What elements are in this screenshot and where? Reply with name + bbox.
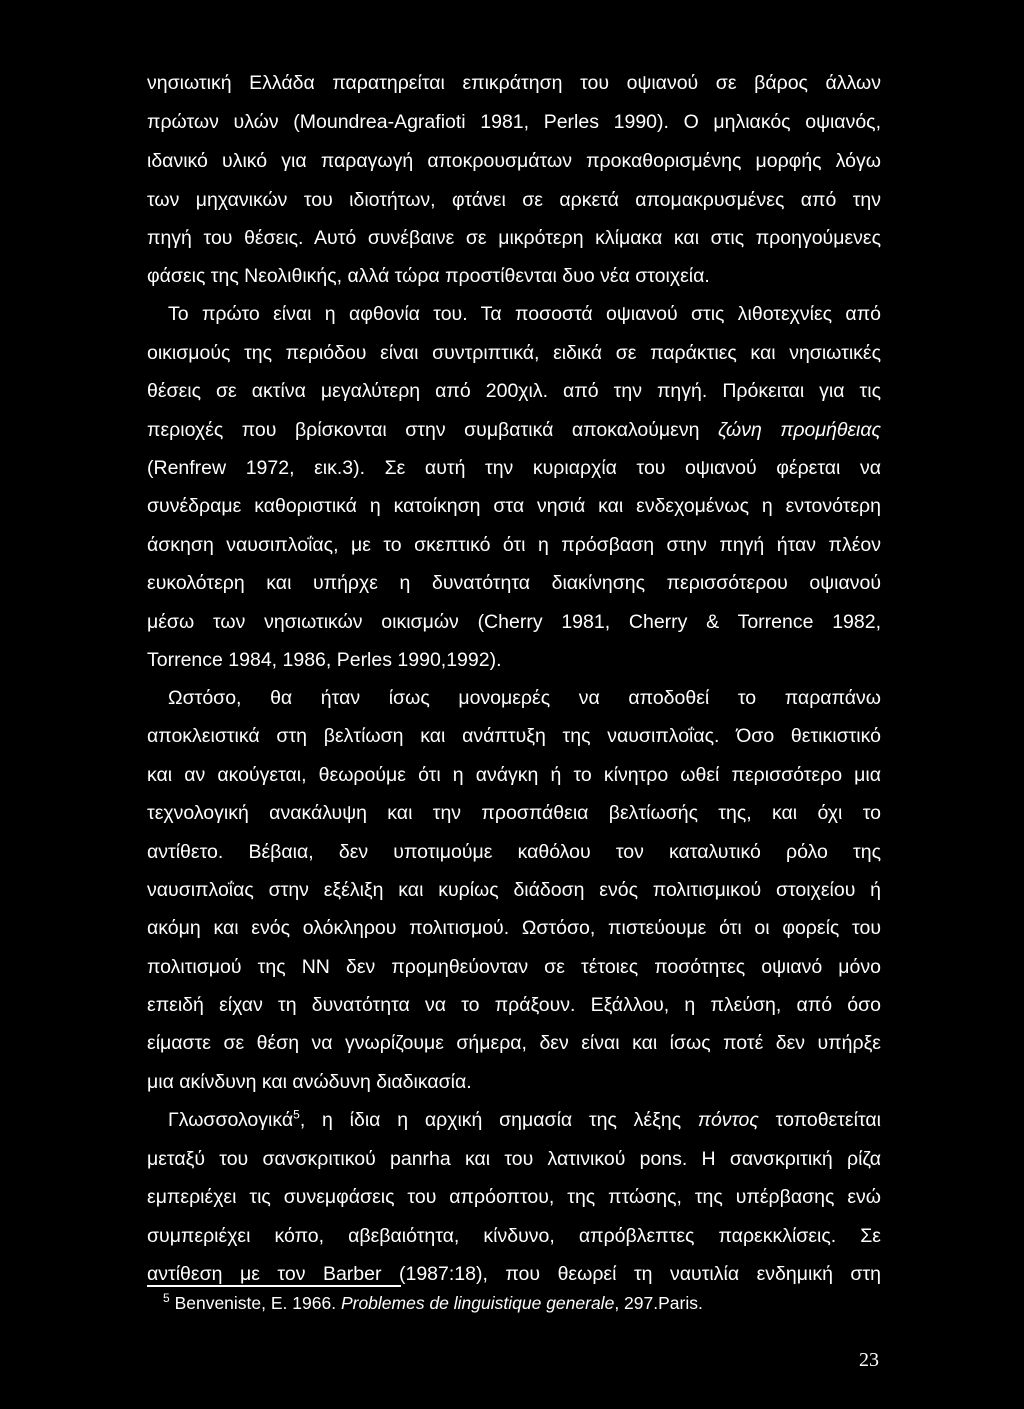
footnote-text: , 297.Paris. [614,1293,703,1313]
italic-term: ζώνη προμήθειας [717,419,881,441]
body-line: ευκολότερη και υπήρχε η δυνατότητα διακίνησης περισσότερου οψιανού [147,572,881,594]
paragraph-start-line: Ωστόσο, θα ήταν ίσως μονομερές να αποδοθεί το παραπάνω [168,687,881,709]
body-line-text: τοποθετείται [775,1109,881,1131]
body-line-with-italic [147,418,881,442]
body-line: τεχνολογική ανακάλυψη και την προσπάθεια βελτίωσής της, και όχι το [147,802,881,824]
body-line: πηγή του θέσεις. Αυτό συνέβαινε σε μικρότερη κλίμακα και στις προηγούμενες [147,227,881,249]
body-line-text: , η ίδια η αρχική σημασία της λέξης [299,1109,682,1131]
body-line: και αν ακούγεται, θεωρούμε ότι η ανάγκη ή το κίνητρο ωθεί περισσότερο μια [147,764,881,786]
body-line: συνέδραμε καθοριστικά η κατοίκηση στα νησιά και ενδεχομένως η εντονότερη [147,495,881,517]
body-line: θέσεις σε ακτίνα μεγαλύτερη από 200χιλ. από την πηγή. Πρόκειται για τις [147,380,881,402]
body-line: Torrence 1984, 1986, Perles 1990,1992). [147,649,502,671]
body-line: φάσεις της Νεολιθικής, αλλά τώρα προστίθενται δυο νέα στοιχεία. [147,265,710,287]
body-line: αντίθεση με τον Barber (1987:18), που θεωρεί τη ναυτιλία ενδημική στη [147,1263,881,1285]
footnote-number: 5 [163,1291,170,1306]
body-line: εμπεριέχει τις συνεμφάσεις του απρόοπτου, της πτώσης, της υπέρβασης ενώ [147,1186,881,1208]
paragraph-start-line-with-footnote-ref [168,1108,881,1132]
body-line: ναυσιπλοΐας στην εξέλιξη και κυρίως διάδοση ενός πολιτισμικού στοιχείου ή [147,879,881,901]
body-line: (Renfrew 1972, εικ.3). Σε αυτή την κυριαρχία του οψιανού φέρεται να [147,457,881,479]
footnote [163,1292,703,1314]
footnote-separator [147,1285,401,1287]
footnote-text: Benveniste, E. 1966. [174,1293,337,1313]
body-line: μέσω των νησιωτικών οικισμών (Cherry 1981, Cherry & Torrence 1982, [147,611,881,633]
body-line: αντίθετο. Βέβαια, δεν υποτιμούμε καθόλου τον καταλυτικό ρόλο της [147,841,881,863]
body-line: ιδανικό υλικό για παραγωγή αποκρουσμάτων προκαθορισμένης μορφής λόγω [147,150,881,172]
body-line-text: Γλωσσολογικά [168,1109,294,1131]
footnote-title: Problemes de linguistique generale [340,1293,615,1313]
body-line: νησιωτική Ελλάδα παρατηρείται επικράτηση του οψιανού σε βάρος άλλων [147,72,881,94]
body-line: επειδή είχαν τη δυνατότητα να το πράξουν. Εξάλλου, η πλεύση, από όσο [147,994,881,1016]
body-line: ακόμη και ενός ολόκληρου πολιτισμού. Ωστόσο, πιστεύουμε ότι οι φορείς του [147,917,881,939]
body-line: πολιτισμού της ΝΝ δεν προμηθεύονταν σε τέτοιες ποσότητες οψιανό μόνο [147,956,881,978]
body-line: συμπεριέχει κόπο, αβεβαιότητα, κίνδυνο, απρόβλεπτες παρεκκλίσεις. Σε [147,1225,881,1247]
page-number: 23 [859,1349,879,1371]
footnote-reference: 5 [293,1107,300,1122]
body-line: άσκηση ναυσιπλοΐας, με το σκεπτικό ότι η πρόσβαση στην πηγή ήταν πλέον [147,534,881,556]
italic-term: πόντος [697,1109,759,1131]
body-line: οικισμούς της περιόδου είναι συντριπτικά, ειδικά σε παράκτιες και νησιωτικές [147,342,881,364]
body-line: πρώτων υλών (Moundrea-Agrafioti 1981, Perles 1990). Ο μηλιακός οψιανός, [147,111,881,133]
body-line: είμαστε σε θέση να γνωρίζουμε σήμερα, δεν είναι και ίσως ποτέ δεν υπήρξε [147,1032,881,1054]
paragraph-start-line: Το πρώτο είναι η αφθονία του. Τα ποσοστά οψιανού στις λιθοτεχνίες από [168,303,881,325]
body-line: μεταξύ του σανσκριτικού panrha και του λατινικού pons. Η σανσκριτική ρίζα [147,1148,881,1170]
body-line: των μηχανικών του ιδιοτήτων, φτάνει σε αρκετά απομακρυσμένες από την [147,189,881,211]
body-line-text: περιοχές που βρίσκονται στην συμβατικά αποκαλούμενη [147,419,700,441]
body-line: μια ακίνδυνη και ανώδυνη διαδικασία. [147,1071,472,1093]
body-line: αποκλειστικά στη βελτίωση και ανάπτυξη της ναυσιπλοΐας. Όσο θετικιστικό [147,725,881,747]
